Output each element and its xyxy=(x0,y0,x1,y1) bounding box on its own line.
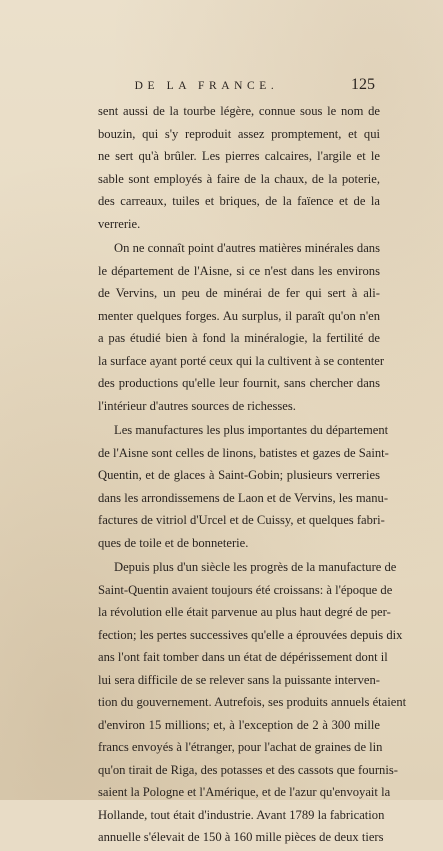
text-line: sent aussi de la tourbe légère, connue sous le nom de xyxy=(98,104,380,118)
text-line: Depuis plus d'un siècle les progrès de la manufacture de xyxy=(114,560,397,574)
text-line: Quentin, et de glaces à Saint-Gobin; plusieurs verreries xyxy=(98,468,380,482)
text-line: ans l'ont fait tomber dans un état de dépérissement dont il xyxy=(98,650,388,664)
text-line: Hollande, tout était d'industrie. Avant 1789 la fabrication xyxy=(98,807,385,822)
running-title: DE LA FRANCE. xyxy=(134,80,279,92)
text-line: a pas étudié bien à fond la minéralogie, la fertilité de xyxy=(98,331,380,345)
text-line: saient la Pologne et l'Amérique, et de l'azur qu'envoyait la xyxy=(98,785,391,799)
text-line: bouzin, qui s'y reproduit assez promptement, et qui xyxy=(98,126,380,141)
text-line: de Vervins, un peu de minérai de fer qui sert à ali- xyxy=(98,286,380,300)
text-line: tion du gouvernement. Autrefois, ses produits annuels étaient xyxy=(98,695,407,709)
text-line: ne sert qu'à brûler. Les pierres calcaires, l'argile et le xyxy=(98,149,380,163)
paragraph-4 xyxy=(98,556,407,849)
text-line: le département de l'Aisne, si ce n'est dans les environs xyxy=(98,263,380,278)
body-text xyxy=(98,100,407,851)
text-line: dans les arrondissemens de Laon et de Vervins, les manu- xyxy=(98,490,389,505)
text-line: menter quelques forges. Au surplus, il paraît qu'on n'en xyxy=(98,308,380,323)
text-line: verrerie. xyxy=(98,216,141,231)
paragraph-1 xyxy=(98,100,380,235)
page-header xyxy=(98,76,375,100)
text-line: annuelle s'élevait de 150 à 160 mille pièces de deux tiers xyxy=(98,830,384,844)
text-line: des carreaux, tuiles et briques, de la faïence et de la xyxy=(98,194,380,208)
text-line: des productions qu'elle leur fournit, sans chercher dans xyxy=(98,376,380,390)
text-line: francs envoyés à l'étranger, pour l'achat de graines de lin xyxy=(98,740,383,754)
text-line: lui sera difficile de se relever sans la puissante interven- xyxy=(98,672,380,687)
text-line: sable sont employés à faire de la chaux, de la poterie, xyxy=(98,171,380,186)
page-number: 125 xyxy=(351,76,375,93)
paragraph-2 xyxy=(98,237,385,417)
text-line: On ne connaît point d'autres matières minérales dans xyxy=(114,241,380,255)
text-line: factures de vitriol d'Urcel et de Cuissy, et quelques fabri- xyxy=(98,513,385,527)
text-line: l'intérieur d'autres sources de richesses. xyxy=(98,398,296,413)
text-line: la surface ayant porté ceux qui la cultivent à se contenter xyxy=(98,353,385,368)
text-line: qu'on tirait de Riga, des potasses et des cassots que fournis- xyxy=(98,762,398,777)
text-line: fection; les pertes successives qu'elle a éprouvées depuis dix xyxy=(98,627,403,642)
text-line: ques de toile et de bonneterie. xyxy=(98,535,249,550)
text-line: Les manufactures les plus importantes du département xyxy=(114,423,389,437)
text-line: de l'Aisne sont celles de linons, batistes et gazes de Saint- xyxy=(98,445,389,460)
text-line: Saint-Quentin avaient toujours été croissans: à l'époque de xyxy=(98,582,393,597)
text-line: d'environ 15 millions; et, à l'exception de 2 à 300 mille xyxy=(98,717,380,732)
text-line: la révolution elle était parvenue au plus haut degré de per- xyxy=(98,605,391,619)
paragraph-3 xyxy=(98,419,389,554)
